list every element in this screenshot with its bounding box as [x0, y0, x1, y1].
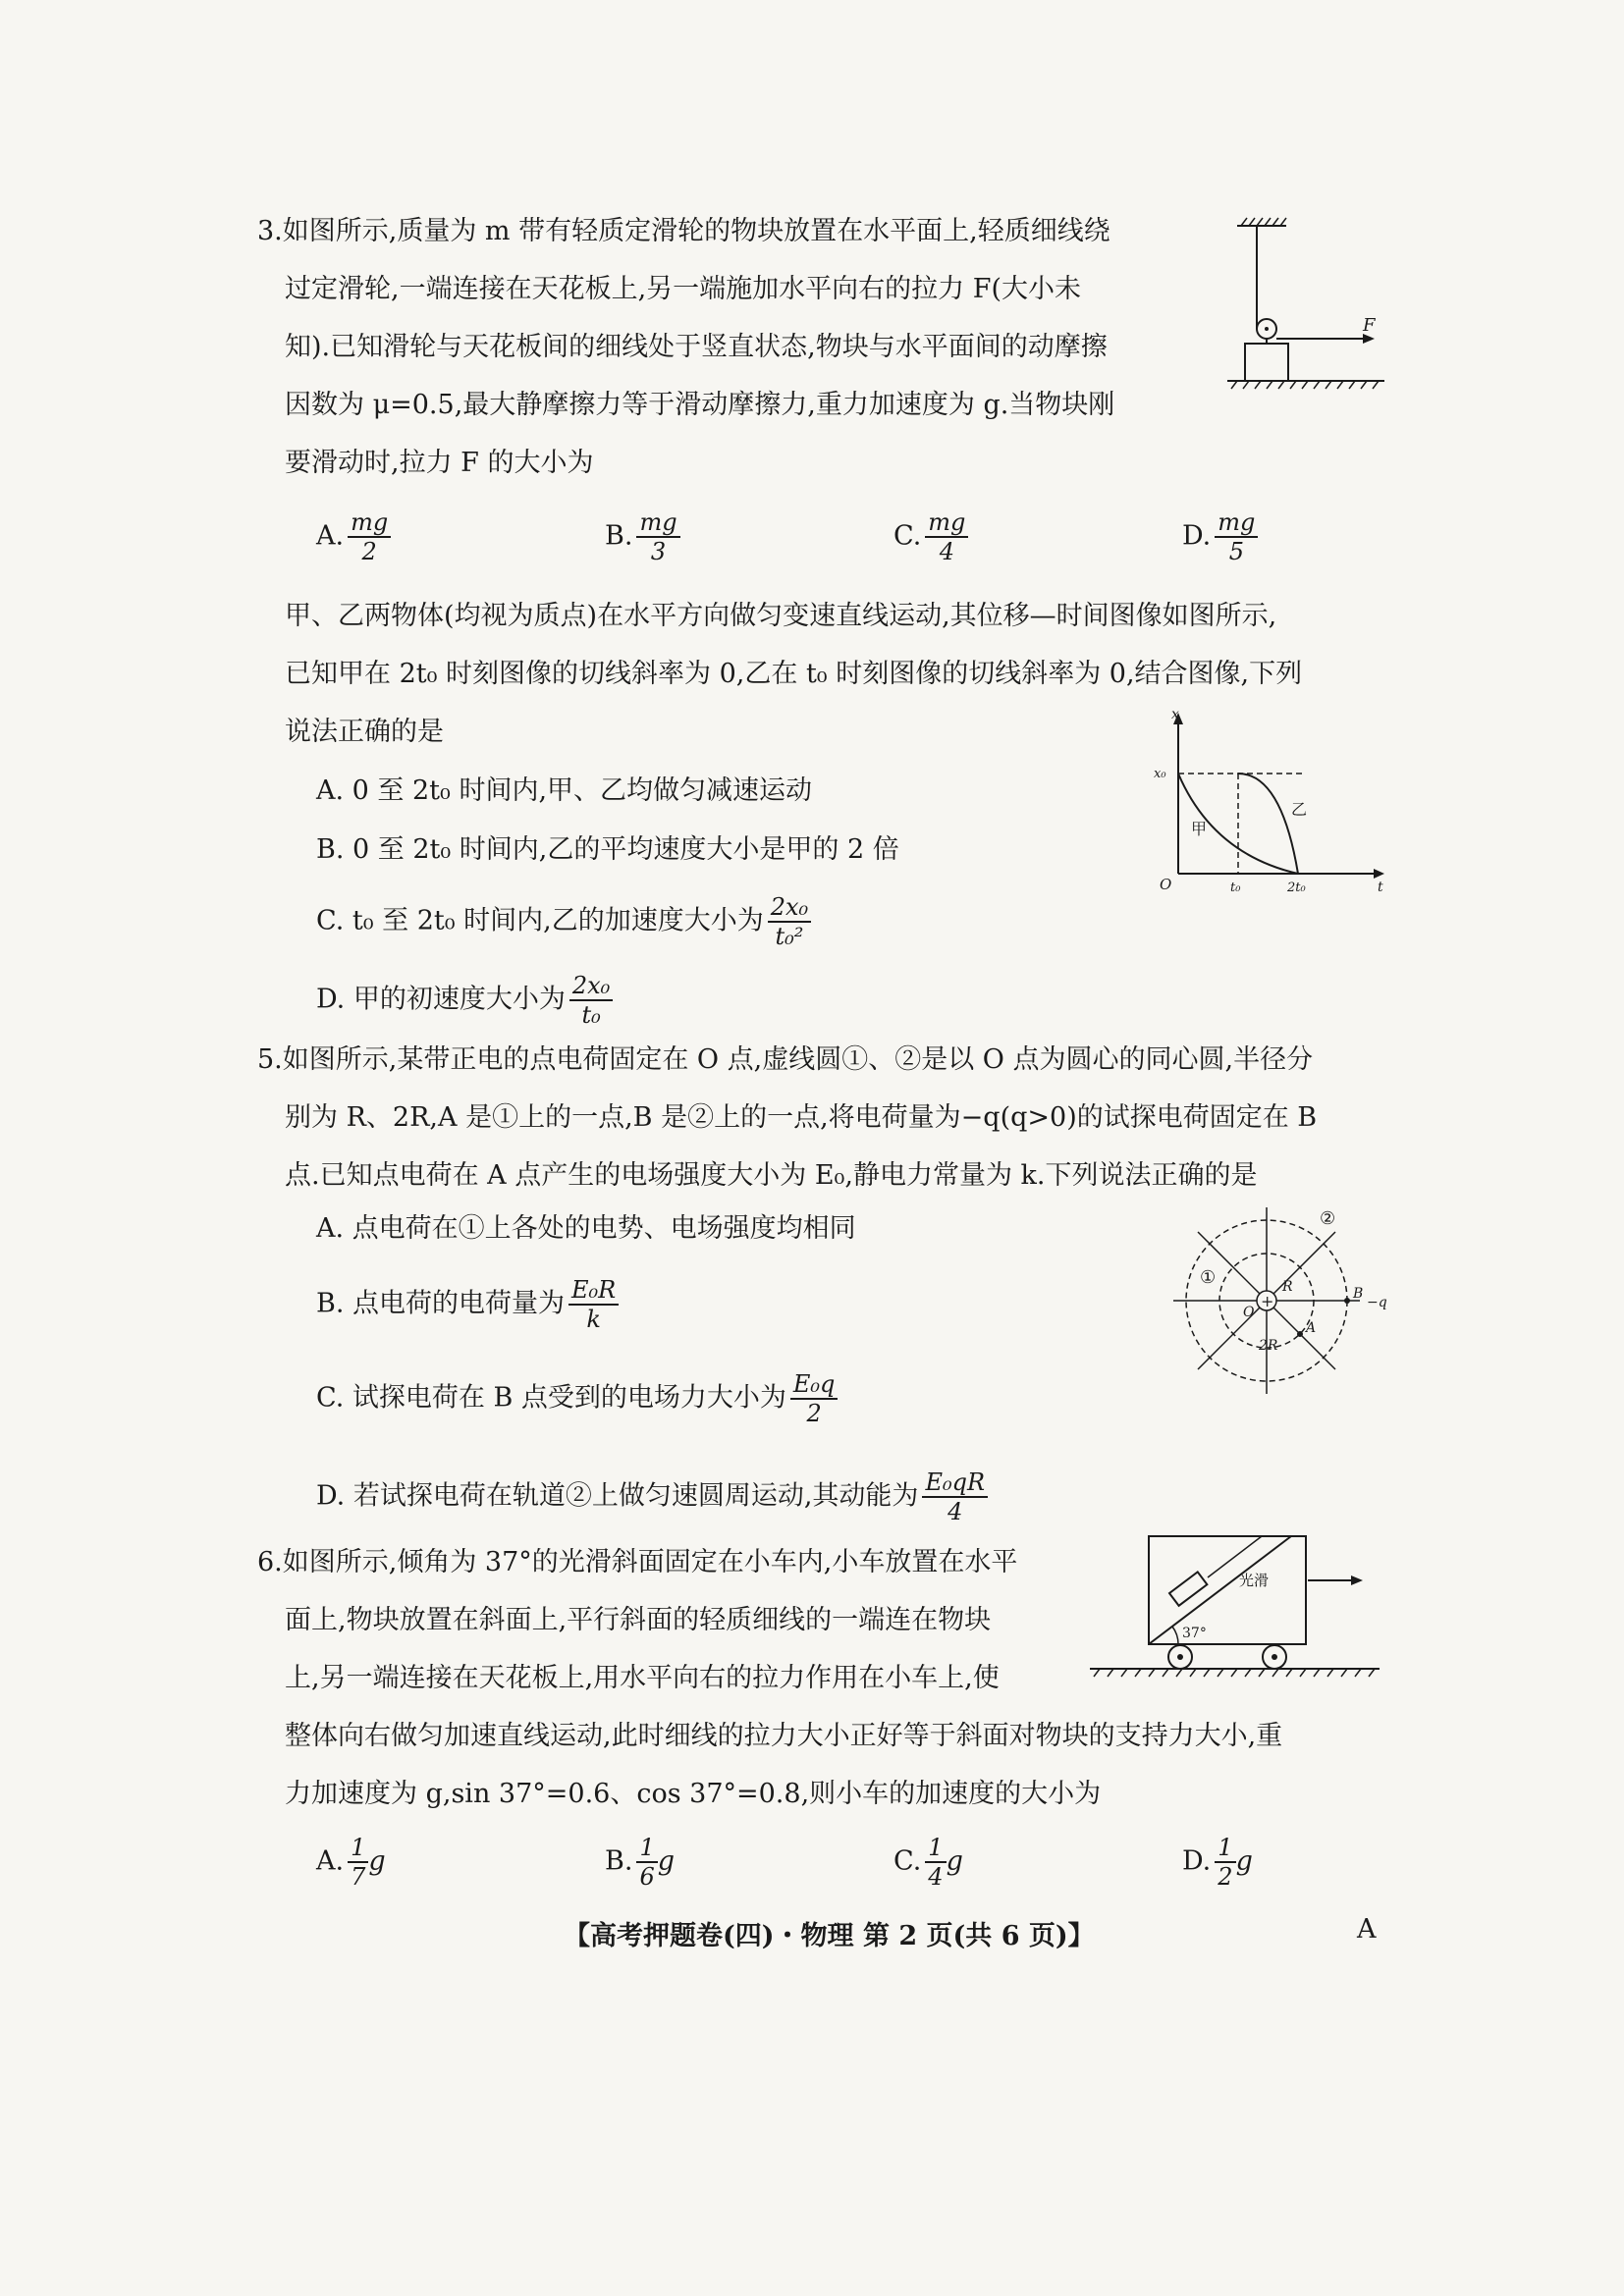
force-label: F	[1363, 315, 1376, 336]
circle-1-label: ①	[1200, 1267, 1217, 1288]
option-denominator: t₀²	[775, 923, 804, 950]
radius-R-label: R	[1282, 1279, 1293, 1295]
x-tick-t0: t₀	[1230, 881, 1241, 893]
q3-line-1: 3.如图所示,质量为 m 带有轻质定滑轮的物块放置在水平面上,轻质细线绕	[257, 216, 1110, 246]
q3-line-5: 要滑动时,拉力 F 的大小为	[285, 448, 594, 478]
q3-option-a	[316, 508, 391, 565]
option-denominator: 5	[1228, 538, 1244, 565]
q6-option-c	[893, 1834, 963, 1891]
option-denominator: 6	[639, 1863, 655, 1891]
option-letter: B.	[605, 520, 633, 552]
q3-figure	[1218, 206, 1394, 406]
option-variable: g	[946, 1845, 963, 1877]
q4-option-a: A. 0 至 2t₀ 时间内,甲、乙均做匀减速运动	[316, 775, 813, 806]
point-A-label: A	[1306, 1320, 1317, 1336]
option-denominator: t₀	[581, 1001, 601, 1029]
option-denominator: 4	[928, 1863, 944, 1891]
center-O-label: O	[1243, 1305, 1255, 1320]
option-numerator: E₀R	[568, 1276, 619, 1306]
option-numerator: 1	[1215, 1834, 1235, 1863]
q4-option-c	[316, 893, 811, 950]
option-numerator: mg	[348, 508, 391, 538]
option-denominator: 4	[939, 538, 954, 565]
q3-option-d	[1182, 508, 1258, 565]
option-variable: g	[1235, 1845, 1253, 1877]
option-denominator: 3	[650, 538, 667, 565]
option-letter: C.	[893, 520, 922, 552]
option-text: B. 点电荷的电荷量为	[316, 1288, 566, 1319]
q4-line-2: 已知甲在 2t₀ 时刻图像的切线斜率为 0,乙在 t₀ 时刻图像的切线斜率为 0,结合图像,下列	[285, 659, 1303, 689]
option-letter: D.	[1182, 1845, 1212, 1877]
y-tick-x0: x₀	[1154, 767, 1166, 781]
q6-line-3: 上,另一端连接在天花板上,用水平向右的拉力作用在小车上,使	[285, 1663, 1000, 1693]
q6-line-2: 面上,物块放置在斜面上,平行斜面的轻质细线的一端连在物块	[285, 1605, 992, 1635]
q5-option-c	[316, 1370, 838, 1427]
option-denominator: 2	[806, 1400, 822, 1427]
q4-option-d	[316, 972, 613, 1029]
q3-line-4: 因数为 μ=0.5,最大静摩擦力等于滑动摩擦力,重力加速度为 g.当物块刚	[285, 390, 1115, 420]
q3-option-c	[893, 508, 968, 565]
option-numerator: mg	[925, 508, 968, 538]
angle-label: 37°	[1182, 1626, 1207, 1641]
option-numerator: 1	[636, 1834, 657, 1863]
option-denominator: k	[586, 1306, 601, 1333]
option-numerator: E₀q	[790, 1370, 839, 1400]
option-letter: D.	[1182, 520, 1212, 552]
smooth-label: 光滑	[1239, 1572, 1270, 1589]
option-numerator: 1	[925, 1834, 946, 1863]
q6-option-d	[1182, 1834, 1253, 1891]
q6-option-a	[316, 1834, 386, 1891]
option-denominator: 2	[1218, 1863, 1233, 1891]
radius-2R-label: 2R	[1259, 1338, 1278, 1354]
q6-line-5: 力加速度为 g,sin 37°=0.6、cos 37°=0.8,则小车的加速度的大小为	[285, 1779, 1102, 1809]
paper-version: A	[1357, 1914, 1377, 1945]
page-footer: 【高考押题卷(四)・物理 第 2 页(共 6 页)】	[564, 1921, 1095, 1951]
option-numerator: E₀qR	[922, 1468, 988, 1498]
option-letter: A.	[316, 520, 345, 552]
q5-option-a: A. 点电荷在①上各处的电势、电场强度均相同	[316, 1213, 856, 1244]
test-charge-label: −q	[1367, 1295, 1387, 1310]
option-text: D. 若试探电荷在轨道②上做匀速圆周运动,其动能为	[316, 1480, 919, 1512]
q6-option-b	[605, 1834, 675, 1891]
option-text: C. 试探电荷在 B 点受到的电场力大小为	[316, 1382, 786, 1414]
point-B-label: B	[1353, 1286, 1364, 1302]
curve-label-yi: 乙	[1291, 800, 1308, 819]
q4-xt-graph	[1144, 707, 1389, 897]
option-numerator: mg	[1215, 508, 1258, 538]
option-numerator: 2x₀	[569, 972, 613, 1001]
curve-label-jia: 甲	[1191, 820, 1208, 838]
positive-charge-sign: +	[1261, 1292, 1274, 1310]
q4-line-3: 说法正确的是	[285, 717, 444, 747]
option-letter: C.	[893, 1845, 922, 1877]
q3-line-2: 过定滑轮,一端连接在天花板上,另一端施加水平向右的拉力 F(大小未	[285, 274, 1082, 304]
q5-line-3: 点.已知点电荷在 A 点产生的电场强度大小为 E₀,静电力常量为 k.下列说法正确的是	[285, 1160, 1258, 1191]
circle-2-label: ②	[1320, 1208, 1336, 1229]
y-axis-label: x	[1171, 707, 1179, 722]
q4-option-b: B. 0 至 2t₀ 时间内,乙的平均速度大小是甲的 2 倍	[316, 834, 899, 865]
option-denominator: 4	[947, 1498, 963, 1525]
q5-concentric-circles-figure	[1159, 1202, 1394, 1403]
q4-line-1: 甲、乙两物体(均视为质点)在水平方向做匀变速直线运动,其位移—时间图像如图所示,	[285, 601, 1277, 631]
option-text: C. t₀ 至 2t₀ 时间内,乙的加速度大小为	[316, 905, 764, 936]
x-axis-label: t	[1378, 880, 1383, 893]
q3-line-3: 知).已知滑轮与天花板间的细线处于竖直状态,物块与水平面间的动摩擦	[285, 332, 1108, 362]
option-denominator: 2	[361, 538, 377, 565]
option-letter: B.	[605, 1845, 633, 1877]
q5-line-1: 5.如图所示,某带正电的点电荷固定在 O 点,虚线圆①、②是以 O 点为圆心的同心圆,半径分	[257, 1044, 1314, 1075]
option-text: D. 甲的初速度大小为	[316, 984, 566, 1015]
option-numerator: 1	[348, 1834, 368, 1863]
q5-option-b	[316, 1276, 619, 1333]
q6-cart-figure	[1090, 1526, 1384, 1697]
option-denominator: 7	[351, 1863, 366, 1891]
q5-line-2: 别为 R、2R,A 是①上的一点,B 是②上的一点,将电荷量为−q(q>0)的试探电荷固定在 B	[285, 1102, 1318, 1133]
option-variable: g	[368, 1845, 386, 1877]
option-letter: A.	[316, 1845, 345, 1877]
option-variable: g	[657, 1845, 676, 1877]
q5-option-d	[316, 1468, 988, 1525]
origin-label: O	[1160, 876, 1172, 893]
option-numerator: mg	[636, 508, 679, 538]
q6-line-4: 整体向右做匀加速直线运动,此时细线的拉力大小正好等于斜面对物块的支持力大小,重	[285, 1721, 1283, 1751]
q3-option-b	[605, 508, 680, 565]
option-numerator: 2x₀	[768, 893, 811, 923]
q6-line-1: 6.如图所示,倾角为 37°的光滑斜面固定在小车内,小车放置在水平	[257, 1547, 1018, 1577]
x-tick-2t0: 2t₀	[1287, 881, 1306, 893]
